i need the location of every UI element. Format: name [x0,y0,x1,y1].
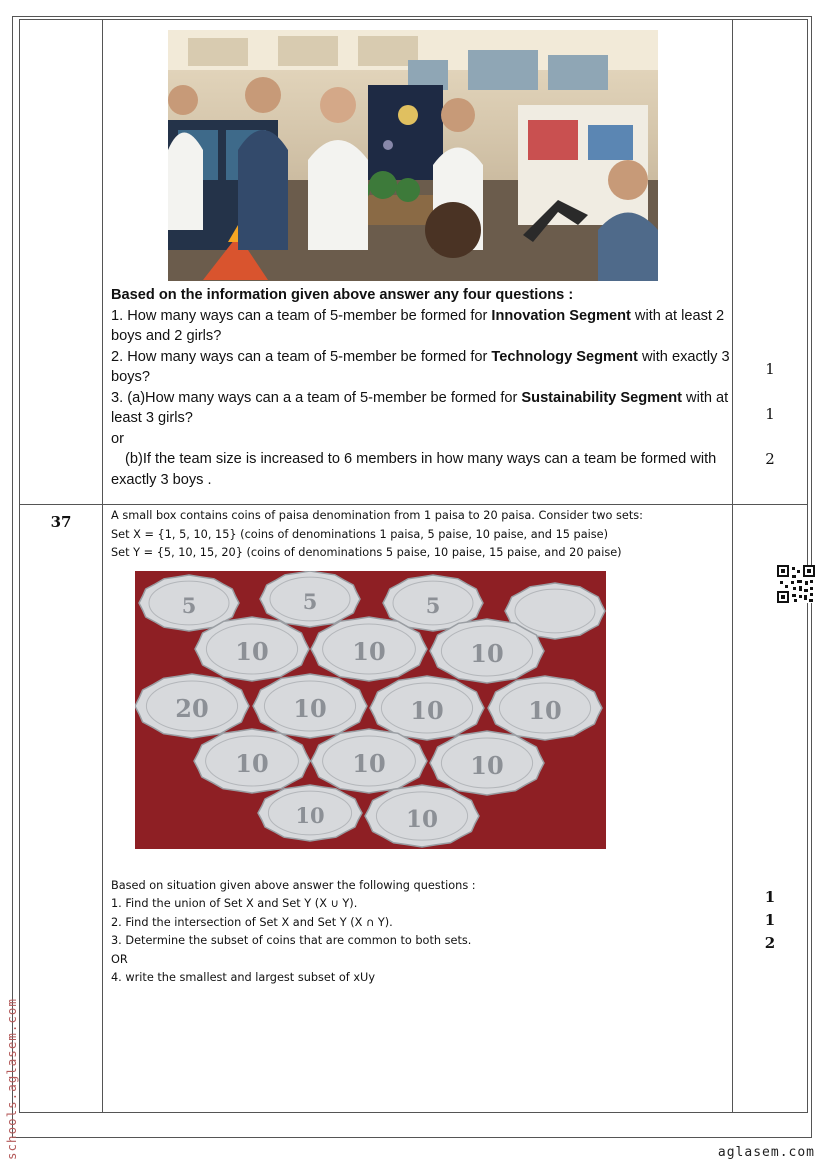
coin-value-label: 10 [235,748,269,778]
q37-set-x: Set X = {1, 5, 10, 15} (coins of denominations 1 paisa, 5 paise, 10 paise, and 15 paise) [111,527,609,541]
coin-value-label: 5 [425,592,441,618]
question-37-content [103,505,733,1113]
coin-value-label: 10 [352,748,386,778]
question-37-questions [103,875,732,988]
footer-site: aglasem.com [717,1145,815,1160]
coin-value-label: 10 [410,695,444,725]
q37-mark-3: 2 [764,934,776,952]
coin-value-label: 10 [295,802,325,828]
qr-code-icon [777,565,815,603]
q36-intro: Based on the information given above answer any four questions : [111,287,574,303]
q37-mark-1: 1 [764,888,776,906]
q37-or: OR [111,952,128,966]
q36-mark-3: 2 [765,450,775,468]
q36-part-2: 2. How many ways can a team of 5-member be formed for Technology Segment with exactly 3 boys? [111,348,730,385]
question-36-number-cell [20,20,103,505]
question-37-intro [103,505,732,563]
coin-value-label: 20 [175,693,209,723]
side-watermark: schools.aglasem.com [4,998,19,1160]
coin-value-label: 10 [470,638,504,668]
coin-value-label: 10 [352,636,386,666]
q37-part-3: 3. Determine the subset of coins that are common to both sets. [111,934,472,947]
question-36-content [103,20,733,505]
coin-value-label: 10 [293,693,327,723]
question-37-number: 37 [20,505,103,1113]
q36-mark-2: 1 [765,405,775,423]
question-36-text [103,281,732,490]
q37-line-1: A small box contains coins of paisa denomination from 1 paisa to 20 paisa. Consider two sets: [111,509,643,522]
q37-mark-2: 1 [764,911,776,929]
coin-value-label: 5 [302,588,318,614]
coin-value-label: 10 [405,805,439,833]
question-table [19,19,808,1113]
q37-part-1: 1. Find the union of Set X and Set Y (X ∪ Y). [111,897,358,910]
coin-value-label: 10 [528,695,562,725]
science-fair-image [168,30,658,281]
q37-part-2: 2. Find the intersection of Set X and Set Y (X ∩ Y). [111,915,393,929]
coin-value-label: 10 [235,636,269,666]
question-36-marks-cell [733,20,808,505]
q37-part-4: 4. write the smallest and largest subset of xUy [111,971,376,984]
space-poster-board [368,85,443,180]
science-fair-illustration [168,30,658,281]
coin-value-label: 10 [470,750,504,780]
q37-intro: Based on situation given above answer the following questions : [111,878,476,892]
q36-part-3a: 3. (a)How many ways can a a team of 5-member be formed for Sustainability Segment with at least 3 girls? [111,389,729,426]
question-36-row [20,20,808,505]
coins-image [135,571,606,849]
coin-value-label: 5 [181,592,197,618]
coins-photo [135,571,606,849]
question-37-row [20,505,808,1113]
q36-part-1: 1. How many ways can a team of 5-member be formed for Innovation Segment with at least 2 boys and 2 girls? [111,307,725,344]
q36-mark-1: 1 [765,360,775,378]
q36-part-3b: (b)If the team size is increased to 6 members in how many ways can a team be formed with exactly 3 boys . [111,451,717,488]
q36-or: or [111,430,124,447]
q37-set-y: Set Y = {5, 10, 15, 20} (coins of denominations 5 paise, 10 paise, 15 paise, and 20 paise) [111,546,622,559]
